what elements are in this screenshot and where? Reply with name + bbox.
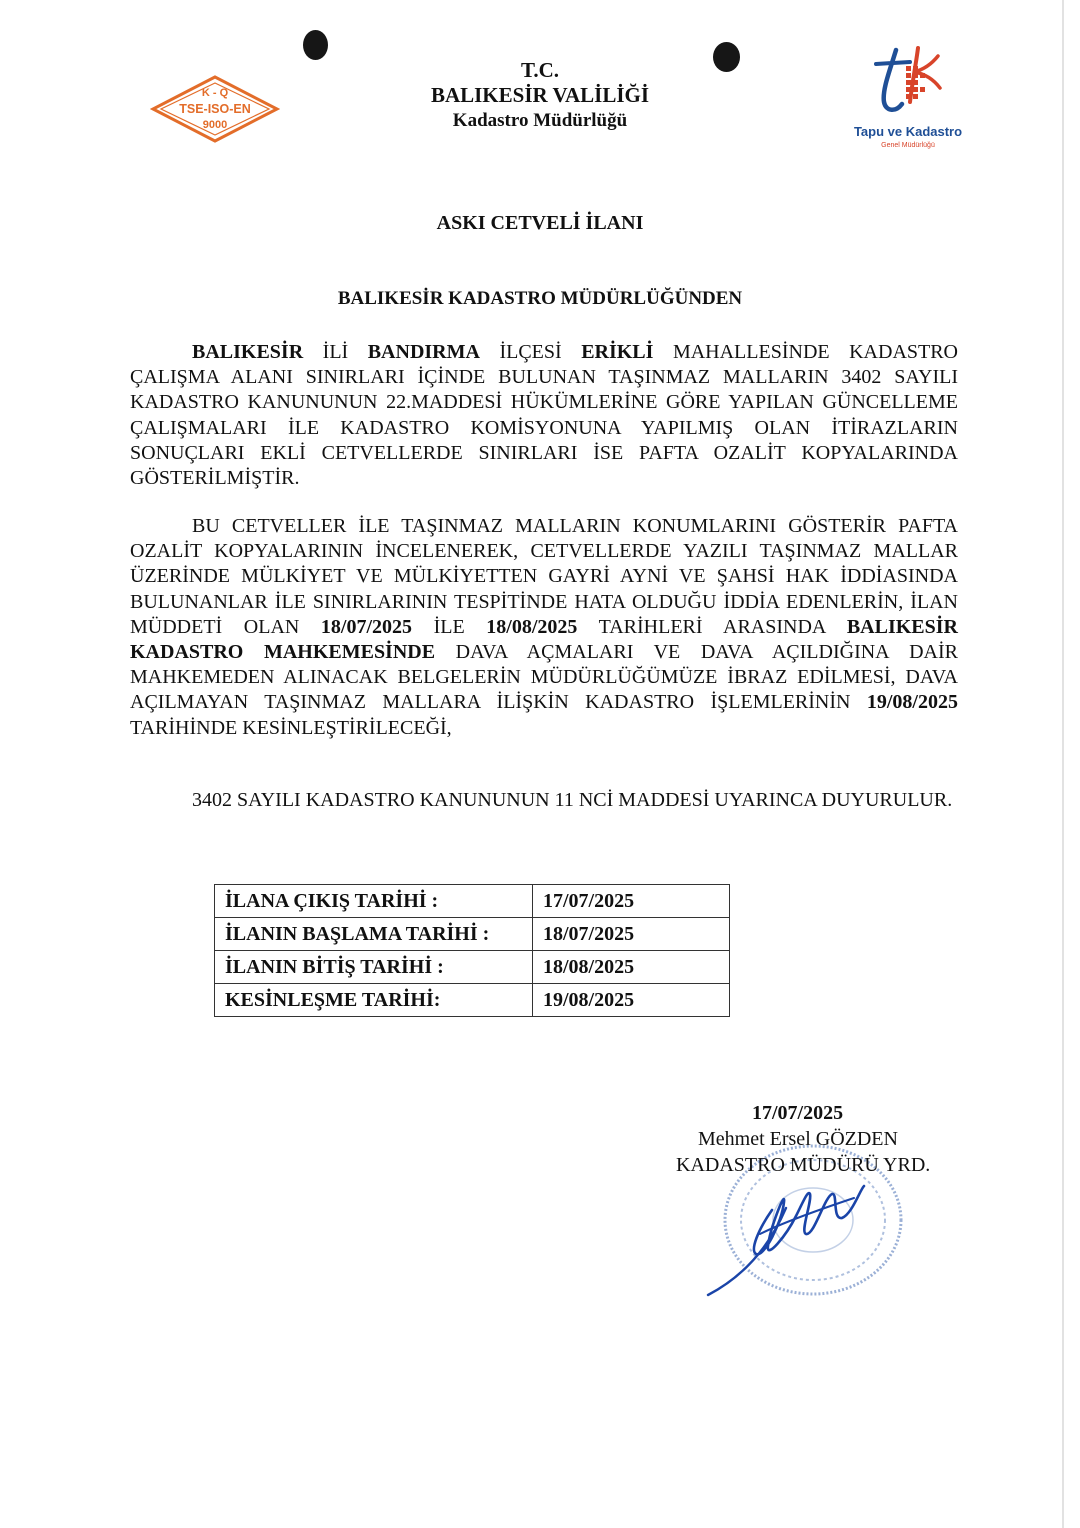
tk-mark-icon [840, 40, 980, 152]
p2-text-a: BU CETVELLER İLE TAŞINMAZ MALLARIN KONUMLARINI GÖSTERİR PAFTA OZALİT KOPYALARININ İNCELENEREK, CETVELLERDE YAZILI TAŞINMAZ MALLAR ÜZERİNDE MÜLKİYET VE MÜLKİYETTEN GAYRİ AYNİ VE ŞAHSİ HAK İDDİASINDA BULUNANLAR İLE SINIRLARININ TESPİTİNDE HATA OLDUĞU İDDİA EDENLERİN, İLAN MÜDDETİ OLAN [130, 515, 958, 638]
table-value: 19/08/2025 [533, 984, 730, 1017]
p1-text-b: İLÇESİ [479, 341, 582, 363]
table-value: 18/07/2025 [533, 918, 730, 951]
handwritten-signature [700, 1150, 900, 1300]
p2-date-final: 19/08/2025 [866, 691, 958, 714]
document-header [340, 58, 740, 133]
p2-text-d: DAVA AÇMALARI VE DAVA AÇILDIĞINA DAİR MAHKEMEDEN ALINACAK BELGELERİN MÜDÜRLÜĞÜMÜZE İBRAZ EDİLMESİ, DAVA AÇILMAYAN TAŞINMAZ MALLARA İLİŞKİN KADASTRO İŞLEMLERİNİN [130, 641, 958, 714]
header-governorship: BALIKESİR VALİLİĞİ [430, 83, 650, 107]
p1-text-c: MAHALLESİNDE KADASTRO ÇALIŞMA ALANI SINIRLARI İÇİNDE BULUNAN TAŞINMAZ MALLARIN 3402 SAYILI KADASTRO KANUNUNUN 22.MADDESİ HÜKÜMLERİNE GÖRE YAPILAN GÜNCELLEME ÇALIŞMALARI İLE KADASTRO KOMİSYONUNA YAPILMIŞ OLAN İTİRAZLARIN SONUÇLARI EKLİ CETVELLERDE SINIRLARI İSE PAFTA OZALİT KOPYALARINDA GÖSTERİLMİŞTİR. [130, 341, 959, 490]
scan-edge-line [1062, 0, 1064, 1528]
p2-text-c: TARİHLERİ ARASINDA [577, 615, 847, 638]
table-label: KESİNLEŞME TARİHİ: [215, 984, 533, 1017]
tapu-logo-sub: Genel Müdürlüğü [881, 142, 935, 149]
table-label: İLANIN BİTİŞ TARİHİ : [215, 951, 533, 984]
header-tc: T.C. [520, 58, 560, 82]
province-name: BALIKESİR [192, 341, 304, 363]
table-row [215, 918, 730, 951]
p2-date-start: 18/07/2025 [320, 615, 413, 638]
tse-iso-logo [150, 74, 280, 144]
court-name: BALIKESİR KADASTRO MAHKEMESİNDE [130, 615, 958, 664]
document-title: ASKI CETVELİ İLANI [436, 212, 644, 234]
punch-hole-left [303, 30, 328, 60]
table-value: 17/07/2025 [533, 885, 730, 918]
table-label: İLANA ÇIKIŞ TARİHİ : [215, 885, 533, 918]
tapu-logo-name: Tapu ve Kadastro [853, 124, 963, 139]
table-row [215, 951, 730, 984]
p2-text-e: TARİHİNDE KESİNLEŞTİRİLECEĞİ, [130, 716, 452, 739]
signature-date: 17/07/2025 [752, 1102, 844, 1124]
tse-logo-line3: 9000 [202, 119, 228, 131]
document-subtitle: BALIKESİR KADASTRO MÜDÜRLÜĞÜNDEN [337, 288, 743, 309]
header-office: Kadastro Müdürlüğü [452, 110, 628, 131]
p2-date-end: 18/08/2025 [486, 615, 578, 638]
table-label: İLANIN BAŞLAMA TARİHİ : [215, 918, 533, 951]
p2-text-b: İLE [412, 615, 487, 638]
p1-text-a: İLİ [303, 341, 368, 363]
paragraph-announcement [130, 788, 958, 813]
signatory-title: KADASTRO MÜDÜRÜ YRD. [676, 1154, 931, 1176]
table-row [215, 984, 730, 1017]
tse-logo-line1: K - Q [201, 87, 229, 99]
neighborhood-name: ERİKLİ [581, 341, 654, 363]
district-name: BANDIRMA [367, 341, 480, 363]
paragraph-objections [130, 514, 958, 741]
tapu-kadastro-logo [840, 40, 980, 152]
tse-logo-line2: TSE-ISO-EN [179, 102, 251, 116]
table-row [215, 885, 730, 918]
signatory-name: Mehmet Ersel GÖZDEN [698, 1128, 898, 1150]
dates-table [214, 884, 730, 1017]
table-value: 18/08/2025 [533, 951, 730, 984]
paragraph-intro [130, 340, 958, 491]
p3-text: 3402 SAYILI KADASTRO KANUNUNUN 11 NCİ MADDESİ UYARINCA DUYURULUR. [192, 789, 953, 811]
